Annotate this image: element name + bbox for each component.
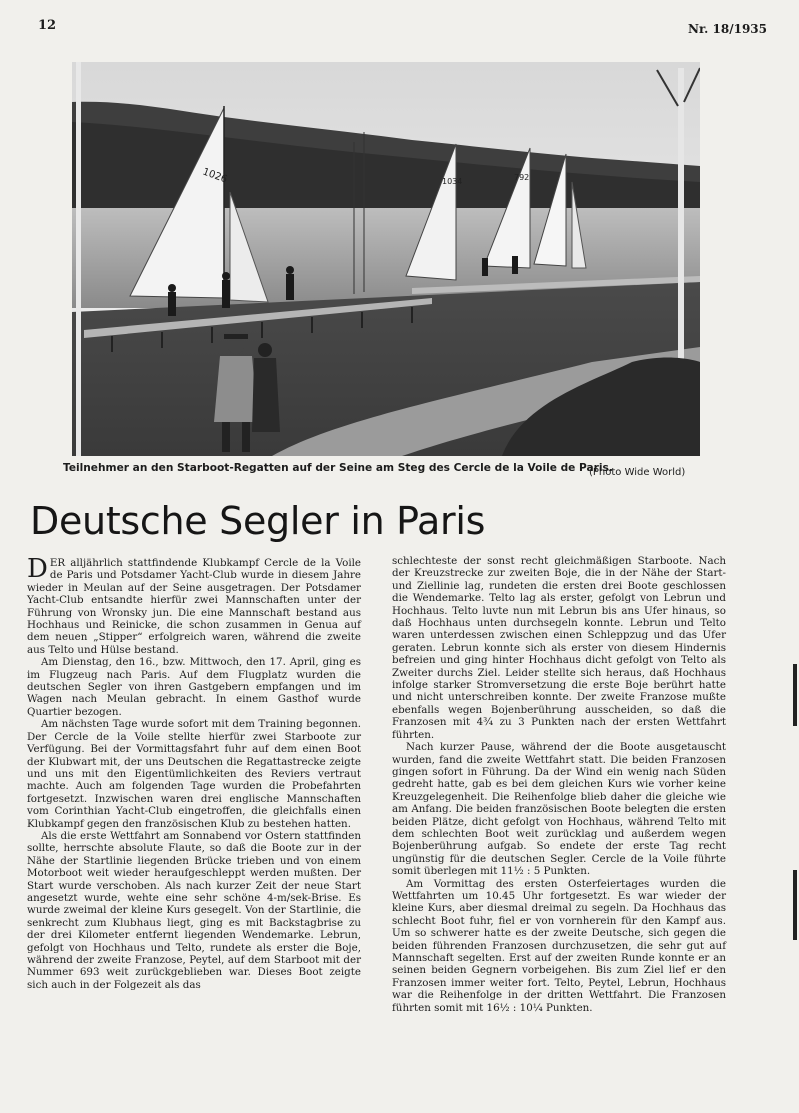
- paragraph-5: schlechteste der sonst recht gleichmäßigen Starboote. Nach der Kreuzstrecke zur zweiten Boje, die in der Nähe der Start- und Ziellinie lag, rundeten die ersten drei Boote geschlossen die Wendemarke. Telto lag als erster, gefolgt von Lebrun und Hochhaus. Telto luvte nun mit Lebrun bis ans Ufer hinaus, so daß Hochhaus unten durchsegeln konnte. Lebrun und Telto waren unterdessen zwischen einen Schleppzug und das Ufer geraten. Lebrun konnte sich als erster von diesem Hindernis befreien und ging hinter Hochhaus dicht gefolgt von Telto als Zweiter durchs Ziel. Leider stellte sich heraus, daß Hochhaus infolge starker Stromversetzung die erste Boje berührt hatte und nicht unterschreiben konnte. Der zweite Franzose mußte ebenfalls wegen Bojenberührung ausscheiden, so daß die Franzosen mit 4¾ zu 3 Punkten nach der ersten Wettfahrt führten.: [392, 555, 726, 741]
- sail-number-1026: 1026: [200, 166, 229, 186]
- photo-caption: Teilnehmer an den Starboot-Regatten auf der Seine am Steg des Cercle de la Voile de Paris.: [63, 462, 613, 474]
- page-number: 12: [38, 18, 57, 33]
- article-column-left: [27, 554, 361, 991]
- sail-number-792: 792: [514, 173, 530, 182]
- paragraph-2: Am Dienstag, den 16., bzw. Mittwoch, den 17. April, ging es im Flugzeug nach Paris. Auf dem Flugplatz wurden die deutschen Segler von ihren Gastgebern empfangen und im Wagen nach Meulan gebracht. In einem Gasthof wurde Quartier bezogen.: [27, 656, 361, 718]
- paragraph-3: Am nächsten Tage wurde sofort mit dem Training begonnen. Der Cercle de la Voile stellte hierfür zwei Starboote zur Verfügung. Bei der Vormittagsfahrt fuhr auf dem einen Boot der Klubwart mit, der uns Deutschen die Regattastrecke zeigte und uns mit den Eigentümlichkeiten des Reviers vertraut machte. Auch am folgenden Tage wurden die Probefahrten fortgesetzt. Inzwischen waren drei englische Mannschaften vom Corinthian Yacht-Club eingetroffen, die gleichfalls einen Klubkampf gegen den französischen Klub zu bestehen hatten.: [27, 718, 361, 830]
- photo-credit: (Photo Wide World): [589, 467, 686, 478]
- paragraph-7: Am Vormittag des ersten Osterfeiertages wurden die Wettfahrten um 10.45 Uhr fortgesetzt. Es war wieder der kleine Kurs, aber diesmal dreimal zu segeln. Da Hochhaus das schlecht Boot fuhr, fiel er von vornherein für den Kampf aus. Um so schwerer hatte es der zweite Deutsche, sich gegen die beiden führenden Franzosen durchzusetzen, die sehr gut auf Mannschaft segelten. Erst auf der zweiten Runde konnte er an seinen beiden Gegnern vorbeigehen. Bis zum Ziel lief er den Franzosen immer weiter fort. Telto, Peytel, Lebrun, Hochhaus war die Reihenfolge in der dritten Wettfahrt. Die Franzosen führten somit mit 16½ : 10¼ Punkten.: [392, 877, 726, 1014]
- paragraph-1: [27, 554, 361, 656]
- issue-number: Nr. 18/1935: [687, 22, 767, 36]
- article-title: Deutsche Segler in Paris: [30, 499, 486, 543]
- regatta-photo: [72, 62, 700, 456]
- edge-mark: [793, 664, 797, 726]
- paragraph-4: Als die erste Wettfahrt am Sonnabend vor Ostern stattfinden sollte, herrschte absolute Flaute, so daß die Boote zur in der Nähe der Startlinie liegenden Brücke trieben und von einem Motorboot weit wieder heraufgeschleppt werden mußten. Der Start wurde verschoben. Als nach kurzer Zeit der neue Start angesetzt wurde, wehte eine sehr schöne 4-m/sek-Brise. Es wurde zweimal der kleine Kurs gesegelt. Von der Startlinie, die senkrecht zum Klubhaus liegt, ging es mit Backstagbrise zu der drei Kilometer entfernt liegenden Wendemarke. Lebrun, gefolgt von Hochhaus und Telto, rundete als erster die Boje, während der zweite Franzose, Peytel, auf dem Starboot mit der Nummer 693 weit zurückgeblieben war. Dieses Boot zeigte sich auch in der Folgezeit als das: [27, 829, 361, 991]
- paragraph-1-text: ER alljährlich stattfindende Klubkampf Cercle de la Voile de Paris und Potsdamer Yacht-Club wurde in diesem Jahre wieder in Meulan auf der Seine ausgetragen. Der Potsdamer Yacht-Club entsandte hierfür zwei Mannschaften unter der Führung von Wronsky jun. Die eine Mannschaft bestand aus Hochhaus und Reinicke, die schon zusammen in Genua auf dem neuen „Stipper“ erfolgreich waren, während die zweite aus Telto und Hülse bestand.: [27, 557, 361, 656]
- drop-cap: D: [27, 554, 48, 584]
- photo-illustration: [72, 62, 700, 456]
- sail-number-1034: 1034: [442, 177, 463, 186]
- article-column-right: [392, 555, 726, 1014]
- paragraph-6: Nach kurzer Pause, während der die Boote ausgetauscht wurden, fand die zweite Wettfahrt statt. Die beiden Franzosen gingen sofort in Führung. Da der Wind ein wenig nach Süden gedreht hatte, gab es bei dem gleichen Kurs wie vorher keine Kreuzgelegenheit. Die Reihenfolge blieb daher die gleiche wie am Anfang. Die beiden französischen Boote belegten die ersten beiden Plätze, dicht gefolgt von Hochhaus, während Telto mit dem schlechten Boot weit zurücklag und außerdem wegen Bojenberührung aufgab. So endete der erste Tag recht ungünstig für die deutschen Segler. Cercle de la Voile führte somit überlegen mit 11½ : 5 Punkten.: [392, 741, 726, 878]
- edge-mark: [793, 870, 797, 940]
